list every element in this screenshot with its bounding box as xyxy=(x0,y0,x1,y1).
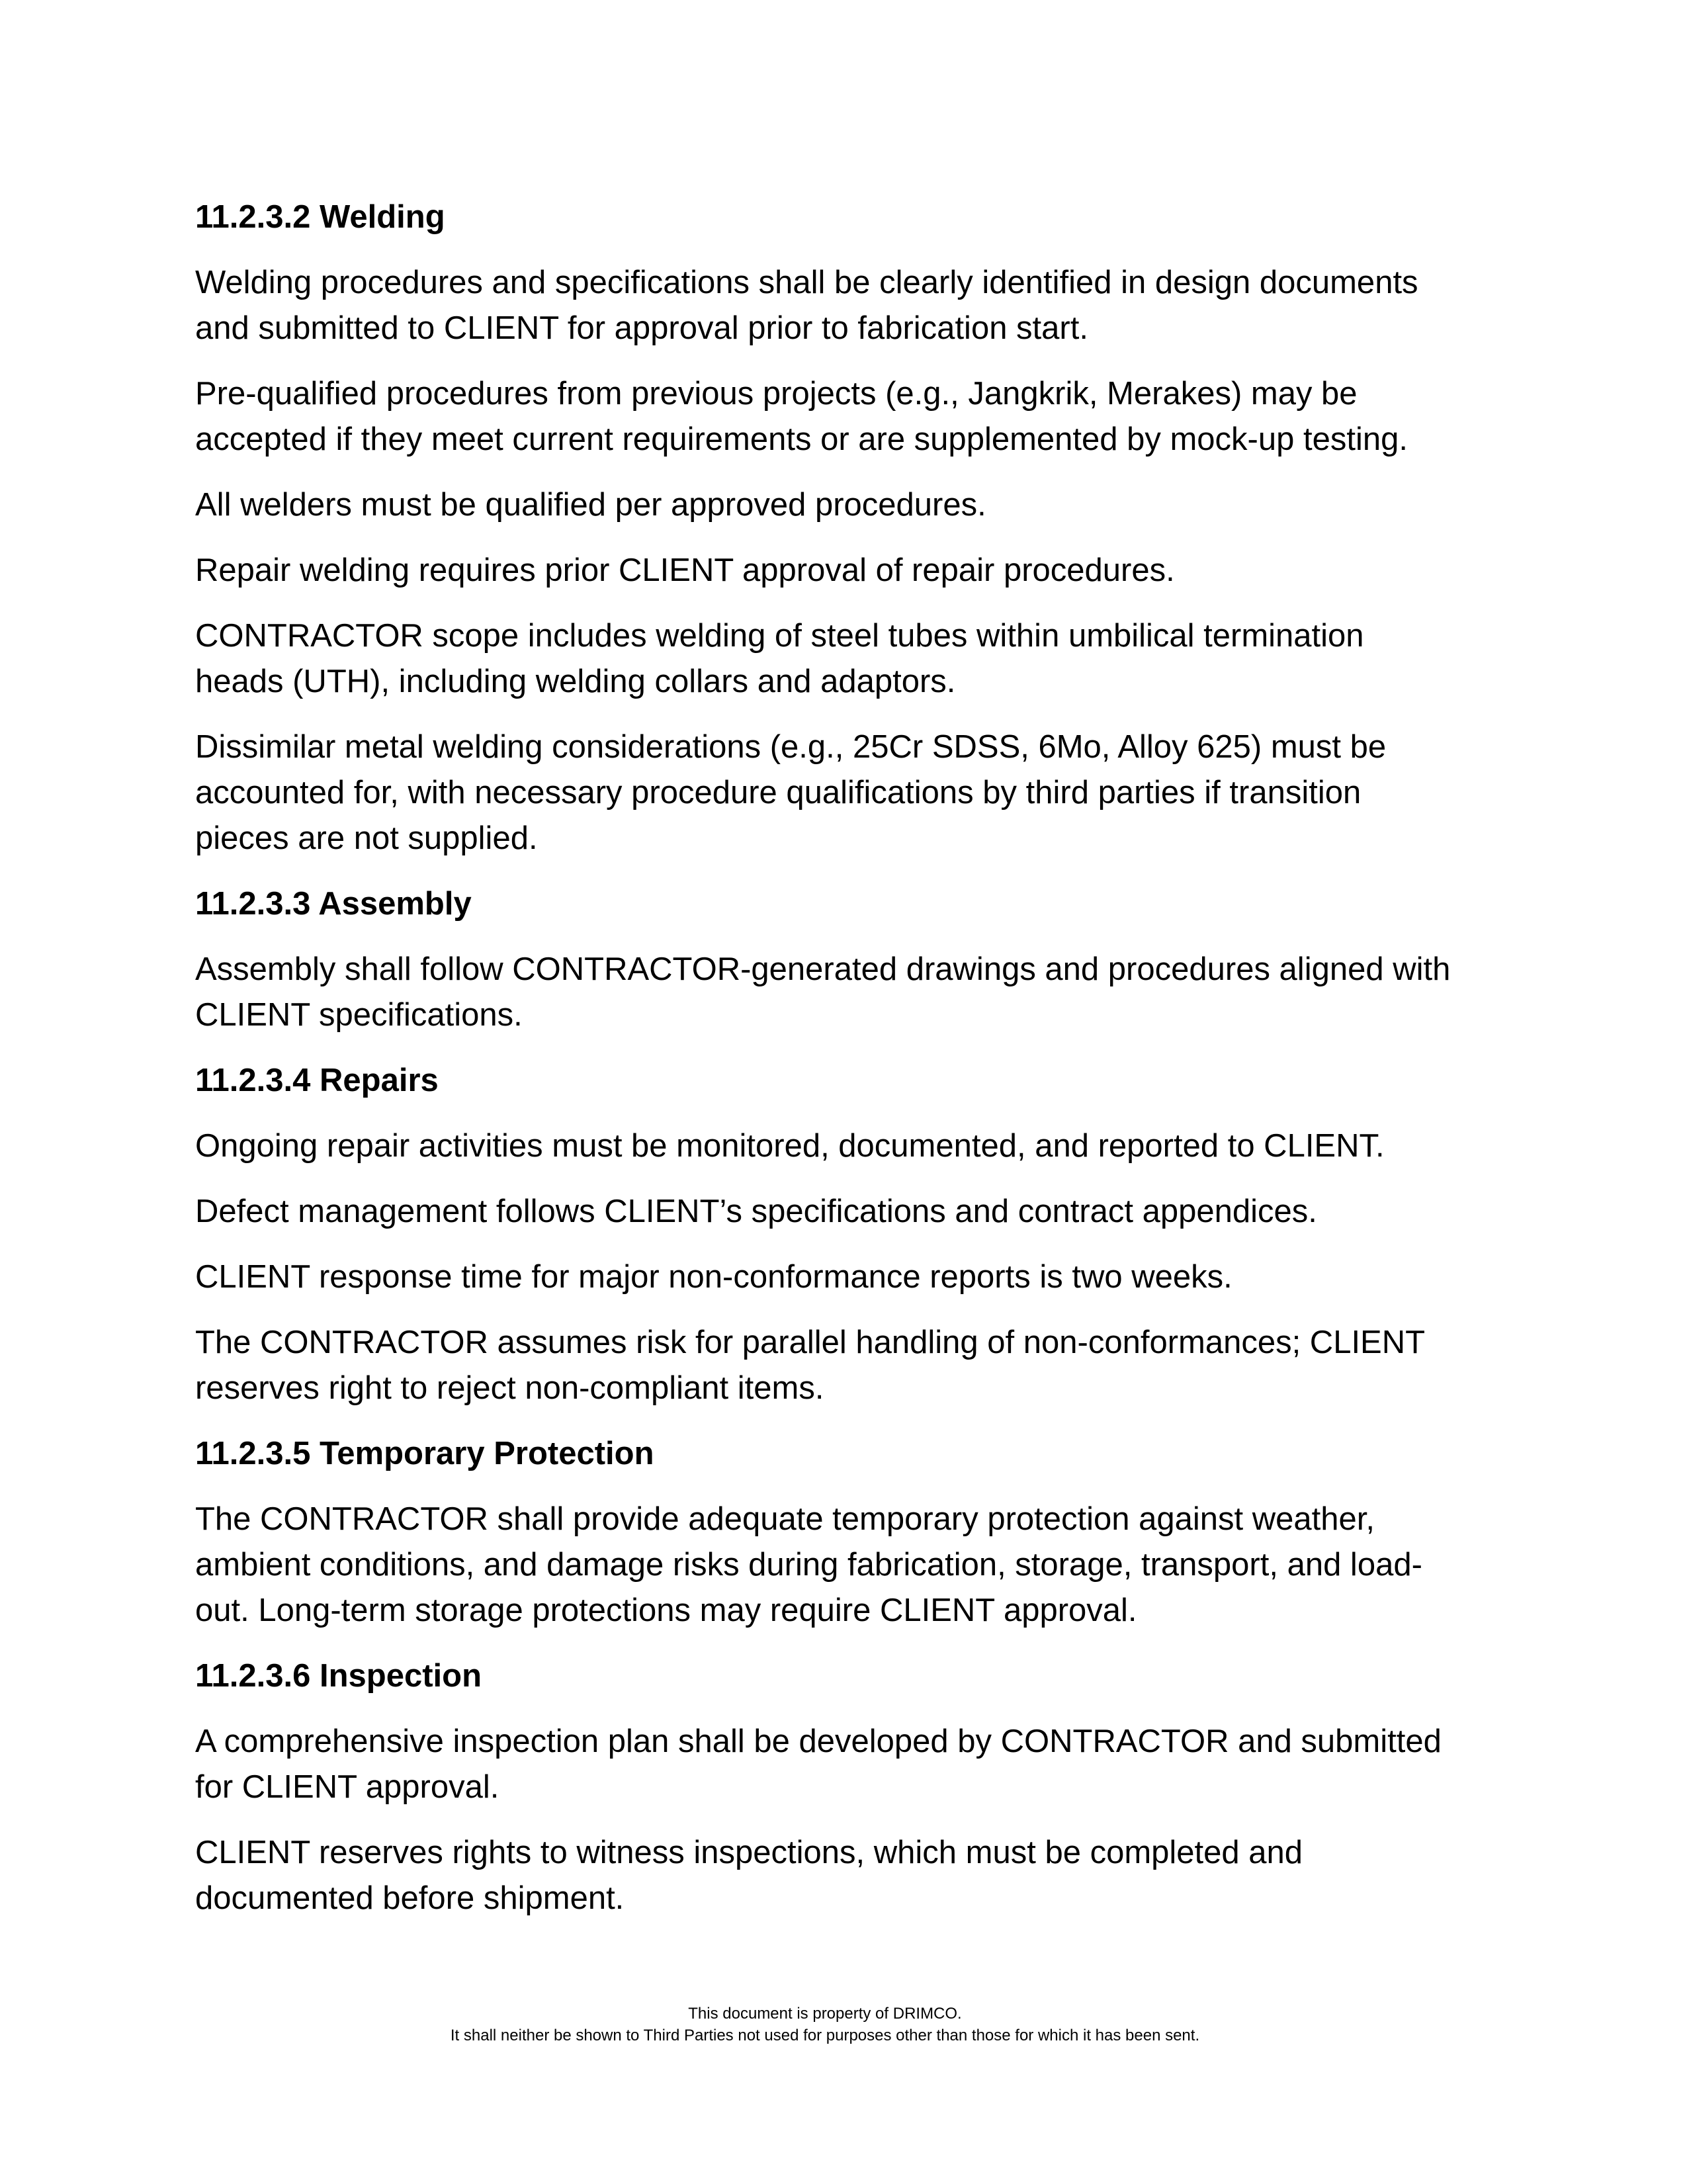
paragraph: CONTRACTOR scope includes welding of steel tubes within umbilical termination heads (UTH), including welding collars and adaptors. xyxy=(195,618,1364,699)
paragraph: The CONTRACTOR assumes risk for parallel handling of non-conformances; CLIENT reserves right to reject non-compliant items. xyxy=(195,1325,1425,1406)
section-heading: 11.2.3.3 Assembly xyxy=(195,886,472,922)
section-heading: 11.2.3.6 Inspection xyxy=(195,1658,482,1694)
paragraph: Welding procedures and specifications shall be clearly identified in design documents and submitted to CLIENT for approval prior to fabrication start. xyxy=(195,265,1418,346)
paragraph: Pre-qualified procedures from previous projects (e.g., Jangkrik, Merakes) may be accepted if they meet current requirements or are supplemented by mock-up testing. xyxy=(195,376,1408,457)
paragraph: Defect management follows CLIENT’s specifications and contract appendices. xyxy=(195,1194,1317,1229)
paragraph: Assembly shall follow CONTRACTOR-generated drawings and procedures aligned with CLIENT specifications. xyxy=(195,951,1451,1033)
paragraph: The CONTRACTOR shall provide adequate temporary protection against weather, ambient conditions, and damage risks during fabrication, storage, transport, and load-out. Long-term storage protections may require CLIENT approval. xyxy=(195,1501,1422,1628)
paragraph: Repair welding requires prior CLIENT approval of repair procedures. xyxy=(195,552,1175,588)
paragraph: Dissimilar metal welding considerations (e.g., 25Cr SDSS, 6Mo, Alloy 625) must be accounted for, with necessary procedure qualifications by third parties if transition pieces are not supplied. xyxy=(195,729,1387,856)
paragraph: CLIENT reserves rights to witness inspections, which must be completed and documented before shipment. xyxy=(195,1835,1303,1916)
paragraph: A comprehensive inspection plan shall be developed by CONTRACTOR and submitted for CLIENT approval. xyxy=(195,1724,1442,1805)
footer-line-2: It shall neither be shown to Third Parties not used for purposes other than those for which it has been sent. xyxy=(450,2027,1200,2044)
paragraph: CLIENT response time for major non-conformance reports is two weeks. xyxy=(195,1259,1233,1295)
document-body xyxy=(195,195,1455,1941)
section-heading: 11.2.3.2 Welding xyxy=(195,199,445,235)
section-heading: 11.2.3.4 Repairs xyxy=(195,1063,439,1098)
footer-line-1: This document is property of DRIMCO. xyxy=(688,2005,962,2023)
paragraph: Ongoing repair activities must be monitored, documented, and reported to CLIENT. xyxy=(195,1128,1385,1164)
section-heading: 11.2.3.5 Temporary Protection xyxy=(195,1436,654,1471)
page-footer xyxy=(195,2003,1455,2046)
paragraph: All welders must be qualified per approved procedures. xyxy=(195,487,986,523)
